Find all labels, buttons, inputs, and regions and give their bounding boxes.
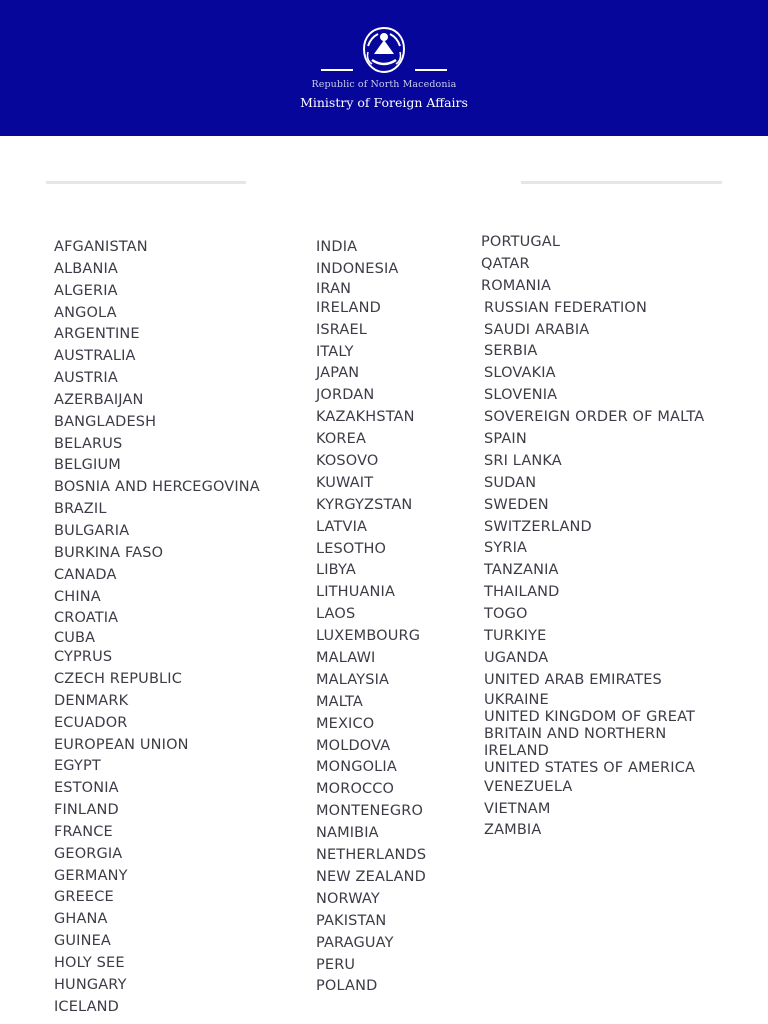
country-item: CHINA xyxy=(54,588,101,605)
country-item: HUNGARY xyxy=(54,976,127,993)
country-item: ALGERIA xyxy=(54,282,118,299)
country-item: ICELAND xyxy=(54,998,119,1015)
country-item: CUBA xyxy=(54,630,96,647)
country-item: CYPRUS xyxy=(54,649,113,666)
country-item: RUSSIAN FEDERATION xyxy=(484,299,647,316)
country-item: SERBIA xyxy=(484,343,538,360)
country-item: UNITED STATES OF AMERICA xyxy=(484,759,696,776)
country-item: MONGOLIA xyxy=(316,759,397,776)
country-item: GREECE xyxy=(54,889,114,906)
coat-of-arms-icon xyxy=(358,24,410,76)
country-item: HOLY SEE xyxy=(54,955,125,971)
country-item: ECUADOR xyxy=(54,714,128,731)
country-item: KYRGYZSTAN xyxy=(316,496,413,513)
country-item: EUROPEAN UNION xyxy=(54,736,189,753)
country-item: SLOVENIA xyxy=(484,387,558,404)
country-item: KOREA xyxy=(316,431,367,448)
country-item: MOLDOVA xyxy=(316,737,391,754)
country-item: BRITAIN AND NORTHERN xyxy=(484,725,667,742)
country-item: MEXICO xyxy=(316,715,375,732)
country-item: UNITED ARAB EMIRATES xyxy=(484,671,662,688)
country-item: UKRAINE xyxy=(484,691,549,708)
country-item: BELARUS xyxy=(54,435,123,452)
country-item: SPAIN xyxy=(484,431,527,448)
country-item: PORTUGAL xyxy=(481,234,561,250)
country-item: UNITED KINGDOM OF GREAT xyxy=(484,708,696,725)
country-item: JORDAN xyxy=(316,387,375,404)
country-item: FINLAND xyxy=(54,802,119,819)
country-item: IRAN xyxy=(316,280,352,297)
country-item: ITALY xyxy=(316,343,354,360)
country-item: BELGIUM xyxy=(54,457,121,474)
country-item: BOSNIA AND HERCEGOVINA xyxy=(54,479,260,496)
country-item: KUWAIT xyxy=(316,474,374,491)
country-item: SYRIA xyxy=(484,540,528,557)
country-item: JAPAN xyxy=(316,365,360,382)
country-item: PERU xyxy=(316,956,356,973)
country-item: GEORGIA xyxy=(54,845,123,862)
header-banner xyxy=(0,0,768,136)
country-item: PARAGUAY xyxy=(316,934,394,951)
country-item: PAKISTAN xyxy=(316,912,387,929)
country-column-1 xyxy=(54,237,260,1019)
ministry-title: Ministry of Foreign Affairs xyxy=(300,95,468,110)
country-item: TURKIYE xyxy=(484,628,547,645)
country-item: MALTA xyxy=(316,693,363,710)
country-item: BULGARIA xyxy=(54,522,130,539)
country-item: GUINEA xyxy=(54,933,111,950)
divider-left xyxy=(46,181,246,184)
country-item: KOSOVO xyxy=(316,453,379,470)
country-item: SWEDEN xyxy=(484,496,549,513)
country-column-2 xyxy=(316,237,426,998)
country-item: AUSTRIA xyxy=(54,370,118,387)
country-item: ZAMBIA xyxy=(484,822,542,839)
country-item: LESOTHO xyxy=(316,540,387,557)
country-item: EGYPT xyxy=(54,758,101,775)
country-item: SLOVAKIA xyxy=(484,365,556,382)
country-item: DENMARK xyxy=(54,692,129,709)
country-item: VIETNAM xyxy=(484,800,551,817)
country-item: AUSTRALIA xyxy=(54,348,136,365)
emblem-line-right xyxy=(415,69,447,71)
country-item: BRAZIL xyxy=(54,501,107,518)
country-item: THAILAND xyxy=(484,584,560,601)
country-item: UGANDA xyxy=(484,649,549,666)
country-item: KAZAKHSTAN xyxy=(316,409,415,426)
country-item: CZECH REPUBLIC xyxy=(54,671,182,688)
emblem-line-left xyxy=(321,69,353,71)
country-item: MALAYSIA xyxy=(316,671,390,688)
country-item: NEW ZEALAND xyxy=(316,868,426,885)
country-item: MOROCCO xyxy=(316,781,395,798)
country-item: LITHUANIA xyxy=(316,584,396,601)
country-item: SOVEREIGN ORDER OF MALTA xyxy=(484,409,705,426)
country-item: GHANA xyxy=(54,911,108,928)
country-item: NORWAY xyxy=(316,890,380,907)
country-item: MONTENEGRO xyxy=(316,803,424,820)
country-item: NETHERLANDS xyxy=(316,847,427,864)
country-item: ALBANIA xyxy=(54,260,118,277)
divider-right xyxy=(521,181,722,184)
country-item: VENEZUELA xyxy=(484,778,573,795)
country-item: SUDAN xyxy=(484,474,537,491)
country-item: SRI LANKA xyxy=(484,452,562,469)
country-item: BANGLADESH xyxy=(54,413,157,430)
country-column-3 xyxy=(481,232,704,842)
republic-subtitle: Republic of North Macedonia xyxy=(311,79,457,90)
country-item: LIBYA xyxy=(316,562,356,579)
country-item: SAUDI ARABIA xyxy=(484,321,590,338)
country-item: QATAR xyxy=(481,255,530,272)
country-item: LUXEMBOURG xyxy=(316,628,421,645)
country-item: POLAND xyxy=(316,978,378,995)
country-item: CROATIA xyxy=(54,610,119,627)
country-item: IRELAND xyxy=(484,742,549,759)
country-item: ANGOLA xyxy=(54,304,117,321)
country-item: INDIA xyxy=(316,239,358,255)
country-item: NAMIBIA xyxy=(316,825,379,842)
country-item: ESTONIA xyxy=(54,780,119,797)
country-item: ISRAEL xyxy=(316,321,368,338)
country-item: LAOS xyxy=(316,606,356,623)
country-item: SWITZERLAND xyxy=(484,518,592,535)
country-item: IRELAND xyxy=(316,299,381,316)
country-item: ROMANIA xyxy=(481,277,552,294)
country-item: INDONESIA xyxy=(316,260,399,277)
country-item: AFGANISTAN xyxy=(54,239,148,255)
country-item: LATVIA xyxy=(316,518,368,535)
country-item: CANADA xyxy=(54,566,117,583)
country-item: TANZANIA xyxy=(484,562,559,579)
country-item: MALAWI xyxy=(316,650,376,667)
country-item: BURKINA FASO xyxy=(54,544,164,561)
country-item: ARGENTINE xyxy=(54,326,140,343)
country-item: AZERBAIJAN xyxy=(54,391,144,408)
country-item: FRANCE xyxy=(54,823,113,840)
country-item: TOGO xyxy=(484,606,528,623)
country-item: GERMANY xyxy=(54,867,128,884)
